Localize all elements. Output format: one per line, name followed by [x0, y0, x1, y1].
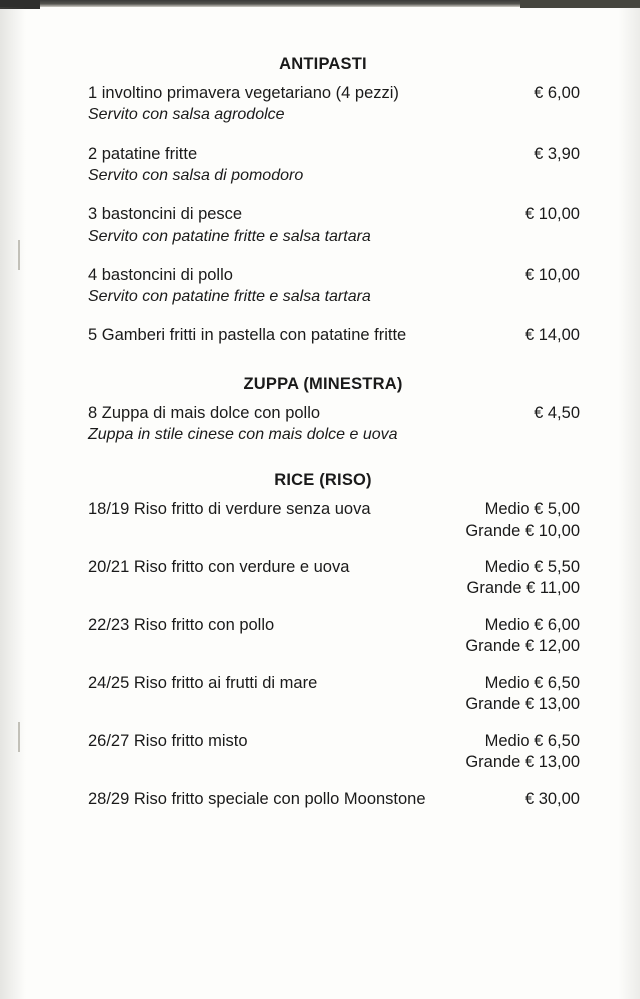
menu-item-text	[88, 144, 460, 187]
menu-item-text	[88, 83, 460, 126]
menu-item-price-medio: Medio € 6,50	[484, 673, 580, 692]
menu-item-text	[88, 557, 460, 578]
menu-item-price: € 14,00	[524, 326, 580, 345]
menu-item-price-grande: Grande € 13,00	[465, 695, 580, 714]
menu-item-price-medio: Medio € 5,00	[484, 500, 580, 519]
menu-section-zuppa	[88, 375, 580, 446]
menu-item	[88, 265, 580, 308]
menu-item-text	[88, 731, 460, 752]
menu-item	[88, 403, 580, 446]
menu-item-name: 8 Zuppa di mais dolce con pollo	[88, 403, 321, 422]
menu-item-name: 5 Gamberi fritti in pastella con patatine fritte	[88, 326, 407, 345]
menu-item-price: € 3,90	[534, 144, 580, 163]
menu-item-description: Servito con patatine fritte e salsa tartara	[88, 288, 371, 306]
menu-item-prices	[460, 499, 580, 542]
menu-item-text	[88, 204, 460, 247]
menu-item-prices	[460, 83, 580, 104]
section-title: RICE (RISO)	[274, 471, 372, 490]
menu-item-prices	[460, 789, 580, 810]
menu-item-price-grande: Grande € 10,00	[465, 521, 580, 540]
menu-item-name: 24/25 Riso fritto ai frutti di mare	[88, 673, 318, 692]
section-title: ANTIPASTI	[279, 55, 367, 73]
menu-item-price-grande: Grande € 11,00	[466, 579, 580, 598]
menu-item	[88, 83, 580, 126]
menu-item-name: 4 bastoncini di pollo	[88, 265, 233, 284]
menu-item-prices	[460, 557, 580, 600]
menu-item-name: 1 involtino primavera vegetariano (4 pezzi)	[88, 84, 399, 102]
menu-item-name: 26/27 Riso fritto misto	[88, 731, 248, 750]
menu-section-antipasti	[88, 55, 580, 347]
menu-item-text	[88, 615, 460, 636]
menu-item-price: € 10,00	[524, 205, 580, 224]
menu-item-price-grande: Grande € 13,00	[465, 753, 580, 772]
menu-item-text	[88, 499, 460, 520]
menu-item-prices	[460, 325, 580, 346]
menu-item-prices	[460, 144, 580, 165]
menu-item-text	[88, 673, 460, 694]
menu-item-name: 22/23 Riso fritto con pollo	[88, 615, 275, 634]
menu-item-name: 18/19 Riso fritto di verdure senza uova	[88, 500, 371, 519]
menu-item-prices	[460, 673, 580, 716]
menu-item-price: € 10,00	[524, 265, 580, 284]
menu-item-description: Servito con salsa agrodolce	[88, 106, 285, 124]
menu-item-prices	[460, 615, 580, 658]
menu-item-price: € 30,00	[524, 789, 580, 808]
menu-item-price-medio: Medio € 5,50	[484, 558, 580, 577]
menu-item	[88, 144, 580, 187]
menu-item-prices	[460, 403, 580, 424]
menu-item-text	[88, 403, 460, 446]
menu-content	[0, 7, 640, 999]
menu-item	[88, 615, 580, 658]
menu-item-price: € 6,00	[534, 84, 580, 102]
menu-item	[88, 325, 580, 346]
menu-item-price-medio: Medio € 6,50	[484, 731, 580, 750]
menu-item-text	[88, 325, 460, 346]
menu-item	[88, 789, 580, 810]
menu-item-prices	[460, 265, 580, 286]
menu-item	[88, 499, 580, 542]
menu-item-price: € 4,50	[534, 403, 580, 422]
menu-item-price-grande: Grande € 12,00	[465, 637, 580, 656]
menu-item-description: Zuppa in stile cinese con mais dolce e uova	[88, 426, 398, 444]
menu-item	[88, 204, 580, 247]
menu-item-prices	[460, 204, 580, 225]
menu-item-text	[88, 789, 460, 810]
menu-item	[88, 557, 580, 600]
menu-item-description: Servito con salsa di pomodoro	[88, 166, 304, 184]
section-title: ZUPPA (MINESTRA)	[243, 374, 403, 393]
menu-item-prices	[460, 731, 580, 774]
menu-item	[88, 731, 580, 774]
menu-item-text	[88, 265, 460, 308]
menu-item-name: 20/21 Riso fritto con verdure e uova	[88, 558, 350, 577]
menu-item-price-medio: Medio € 6,00	[484, 615, 580, 634]
menu-item-description: Servito con patatine fritte e salsa tartara	[88, 227, 371, 245]
menu-item-name: 2 patatine fritte	[88, 144, 198, 163]
menu-item-name: 3 bastoncini di pesce	[88, 205, 243, 224]
menu-item-name: 28/29 Riso fritto speciale con pollo Moonstone	[88, 789, 426, 808]
menu-section-rice	[88, 471, 580, 810]
menu-item	[88, 673, 580, 716]
